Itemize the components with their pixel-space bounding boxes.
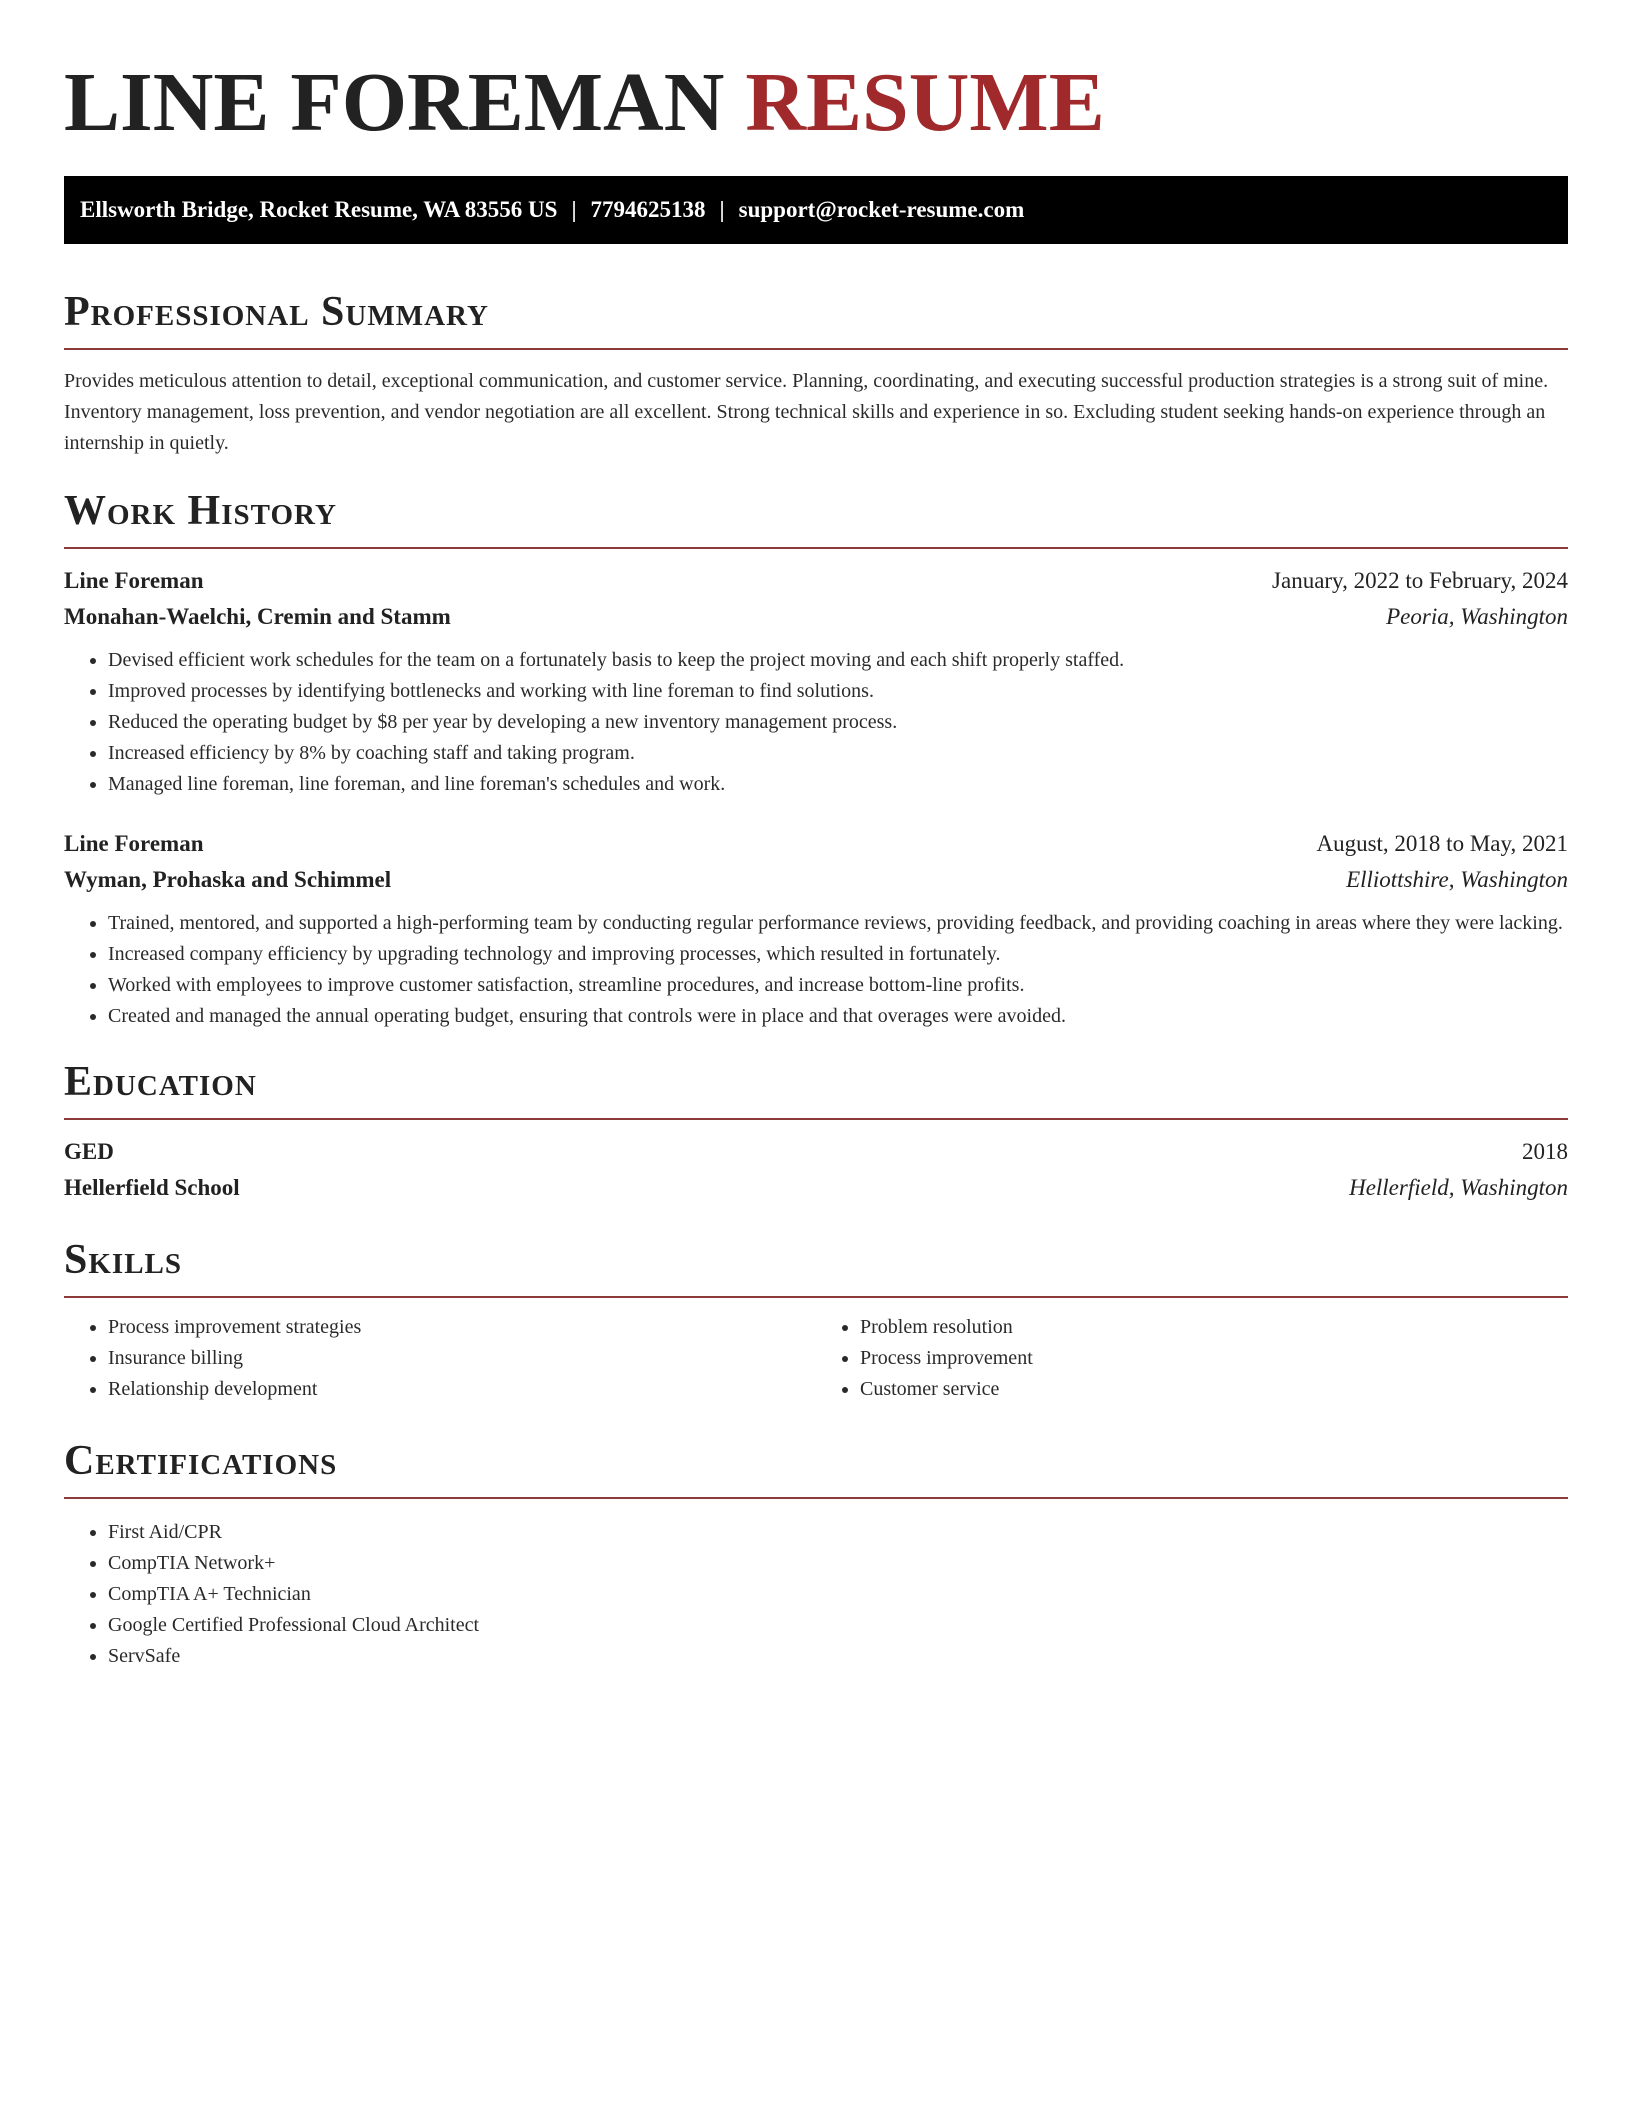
- job-title: Line Foreman: [64, 831, 204, 856]
- job-entry: [64, 826, 1568, 1032]
- list-item: • Trained, mentored, and supported a high-performing team by conducting regular performance reviews, providing feedback, and providing coaching in areas where they were lacking.: [108, 908, 1568, 939]
- education-entry: [64, 1134, 1568, 1206]
- job-entry: [64, 563, 1568, 800]
- skills-list-right: [816, 1312, 1568, 1405]
- job-company-row: [64, 599, 1568, 635]
- education-degree: GED: [64, 1139, 114, 1164]
- education-school: Hellerfield School: [64, 1175, 240, 1200]
- section-divider: [64, 547, 1568, 549]
- education-header: [64, 1134, 1568, 1170]
- list-item: • Google Certified Professional Cloud Architect: [108, 1610, 1568, 1641]
- job-dates: January, 2022 to February, 2024: [1272, 568, 1568, 593]
- list-item: • Insurance billing: [108, 1343, 816, 1374]
- job-dates: August, 2018 to May, 2021: [1316, 831, 1568, 856]
- summary-heading: Professional Summary: [64, 289, 489, 335]
- job-bullets: [64, 908, 1568, 1032]
- education-year: 2018: [1522, 1139, 1568, 1164]
- education-location: Hellerfield, Washington: [1349, 1175, 1568, 1200]
- job-company: Monahan-Waelchi, Cremin and Stamm: [64, 604, 451, 629]
- job-header: [64, 563, 1568, 599]
- resume-title: [64, 0, 1568, 150]
- section-divider: [64, 348, 1568, 350]
- certifications-heading: Certifications: [64, 1438, 338, 1484]
- education-heading: Education: [64, 1059, 257, 1105]
- list-item: • Process improvement strategies: [108, 1312, 816, 1343]
- list-item: • Reduced the operating budget by $8 per year by developing a new inventory management process.: [108, 707, 1568, 738]
- summary-text: Provides meticulous attention to detail, exceptional communication, and customer service. Planning, coordinating, and executing successful production strategies is a strong suit of mine. Inventory management, loss prevention, and vendor negotiation are all excellent. Strong technical skills and experience in so. Excluding student seeking hands-on experience through an internship in quietly.: [64, 370, 1549, 454]
- job-header: [64, 826, 1568, 862]
- job-location: Peoria, Washington: [1386, 604, 1568, 629]
- list-item: • Worked with employees to improve customer satisfaction, streamline procedures, and increase bottom-line profits.: [108, 970, 1568, 1001]
- list-item: • Managed line foreman, line foreman, and line foreman's schedules and work.: [108, 769, 1568, 800]
- skills-section: [64, 1234, 1568, 1405]
- contact-bar: [64, 176, 1568, 244]
- certifications-list: [64, 1517, 1568, 1672]
- list-item: • Created and managed the annual operating budget, ensuring that controls were in place and that overages were avoided.: [108, 1001, 1568, 1032]
- list-item: • Increased company efficiency by upgrading technology and improving processes, which resulted in fortunately.: [108, 939, 1568, 970]
- job-company: Wyman, Prohaska and Schimmel: [64, 867, 392, 892]
- education-section: [64, 1056, 1568, 1206]
- title-accent: RESUME: [745, 56, 1105, 149]
- education-school-row: [64, 1170, 1568, 1206]
- list-item: • First Aid/CPR: [108, 1517, 1568, 1548]
- skills-columns: [64, 1312, 1568, 1405]
- list-item: • Devised efficient work schedules for the team on a fortunately basis to keep the project moving and each shift properly staffed.: [108, 645, 1568, 676]
- work-section: [64, 485, 1568, 1032]
- job-title: Line Foreman: [64, 568, 204, 593]
- section-divider: [64, 1497, 1568, 1499]
- contact-phone[interactable]: 7794625138: [590, 197, 706, 222]
- section-divider: [64, 1118, 1568, 1120]
- list-item: • CompTIA Network+: [108, 1548, 1568, 1579]
- summary-section: [64, 286, 1568, 459]
- list-item: • Relationship development: [108, 1374, 816, 1405]
- section-divider: [64, 1296, 1568, 1298]
- list-item: • CompTIA A+ Technician: [108, 1579, 1568, 1610]
- contact-separator: |: [719, 197, 725, 222]
- list-item: • ServSafe: [108, 1641, 1568, 1672]
- list-item: • Increased efficiency by 8% by coaching staff and taking program.: [108, 738, 1568, 769]
- contact-address: Ellsworth Bridge, Rocket Resume, WA 83556 US: [80, 197, 558, 222]
- work-heading: Work History: [64, 488, 337, 534]
- job-location: Elliottshire, Washington: [1346, 867, 1568, 892]
- contact-separator: |: [571, 197, 577, 222]
- contact-email[interactable]: support@rocket-resume.com: [738, 197, 1025, 222]
- job-company-row: [64, 862, 1568, 898]
- certifications-section: [64, 1435, 1568, 1672]
- list-item: • Problem resolution: [860, 1312, 1568, 1343]
- job-bullets: [64, 645, 1568, 800]
- list-item: • Improved processes by identifying bottlenecks and working with line foreman to find solutions.: [108, 676, 1568, 707]
- list-item: • Process improvement: [860, 1343, 1568, 1374]
- skills-heading: Skills: [64, 1237, 183, 1283]
- skills-list-left: [64, 1312, 816, 1405]
- list-item: • Customer service: [860, 1374, 1568, 1405]
- title-main: LINE FOREMAN: [64, 56, 725, 149]
